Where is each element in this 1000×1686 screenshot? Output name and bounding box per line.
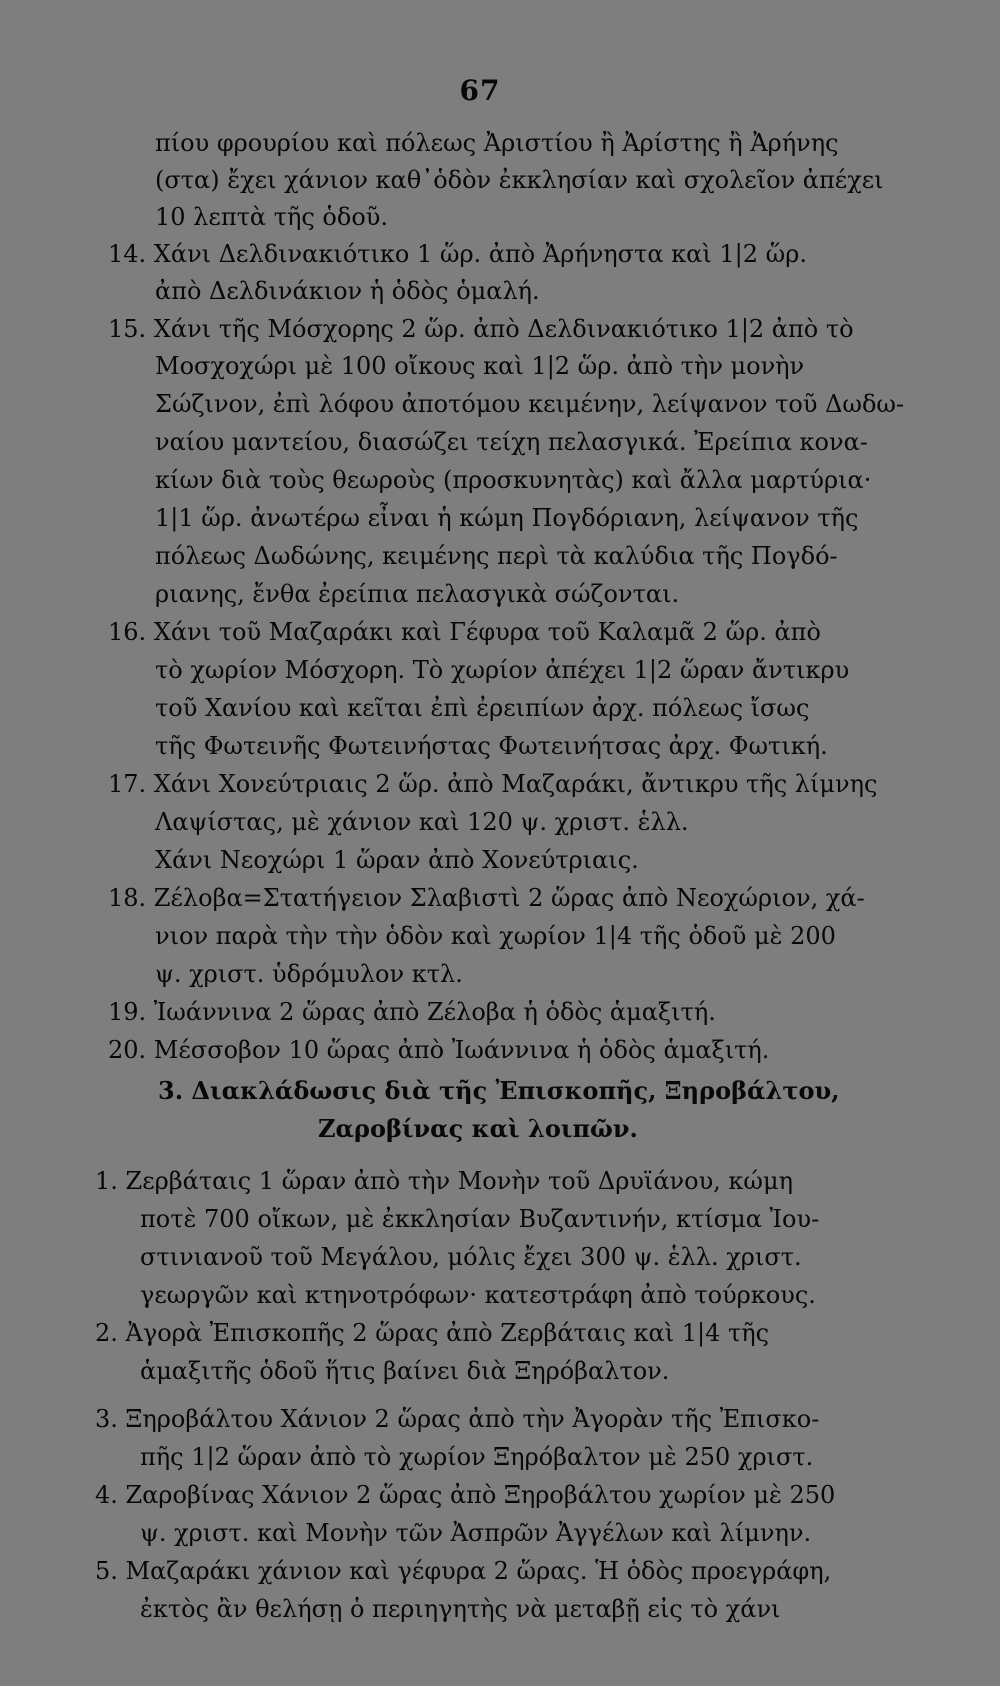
text-line: τοῦ Χανίου καὶ κεῖται ἐπὶ ἐρειπίων ἀρχ. πόλεως ἴσως [155,694,810,722]
page-number: 67 [459,74,501,107]
text-line: 1|1 ὥρ. ἀνωτέρω εἶναι ἡ κώμη Πογδόριανη, λείψανον τῆς [155,504,859,532]
text-line: ψ. χριστ. καὶ Μονὴν τῶν Ἀσπρῶν Ἀγγέλων καὶ λίμνην. [140,1519,812,1547]
entry-line-15: 15. Χάνι τῆς Μόσχορης 2 ὥρ. ἀπὸ Δελδινακιότικο 1|2 ἀπὸ τὸ [108,315,854,343]
entry-line-18: 18. Ζέλοβα=Στατήγειον Σλαβιστὶ 2 ὥρας ἀπὸ Νεοχώριον, χά- [108,884,865,912]
entry-line-5: 5. Μαζαράκι χάνιον καὶ γέφυρα 2 ὥρας. Ἡ ὁδὸς προεγράφη, [95,1557,832,1585]
entry-line-4: 4. Ζαροβίνας Χάνιον 2 ὥρας ἀπὸ Ξηροβάλτου χωρίον μὲ 250 [95,1481,836,1509]
text-line: τῆς Φωτεινῆς Φωτεινήστας Φωτεινήτσας ἀρχ. Φωτική. [155,732,828,760]
entry-line-14: 14. Χάνι Δελδινακιότικο 1 ὥρ. ἀπὸ Ἀρήνηστα καὶ 1|2 ὥρ. [108,240,807,268]
text-line: ποτὲ 700 οἴκων, μὲ ἐκκλησίαν Βυζαντινήν, κτίσμα Ἰου- [140,1205,820,1233]
section-heading-continued: Ζαροβίνας καὶ λοιπῶν. [318,1114,638,1143]
text-line: ψ. χριστ. ὑδρόμυλον κτλ. [155,960,463,988]
text-line: πῆς 1|2 ὥραν ἀπὸ τὸ χωρίον Ξηρόβαλτον μὲ 250 χριστ. [140,1443,814,1471]
entry-line-16: 16. Χάνι τοῦ Μαζαράκι καὶ Γέφυρα τοῦ Καλαμᾶ 2 ὥρ. ἀπὸ [108,618,821,646]
text-line: 10 λεπτὰ τῆς ὁδοῦ. [155,203,388,231]
entry-line-20: 20. Μέσσοβον 10 ὥρας ἀπὸ Ἰωάννινα ἡ ὁδὸς ἁμαξιτή. [108,1036,770,1064]
text-line: Μοσχοχώρι μὲ 100 οἴκους καὶ 1|2 ὥρ. ἀπὸ τὴν μονὴν [155,352,805,380]
text-line: πίου φρουρίου καὶ πόλεως Ἀριστίου ἢ Ἀρίστης ἢ Ἀρήνης [155,129,839,157]
text-line: νιον παρὰ τὴν τὴν ὁδὸν καὶ χωρίον 1|4 τῆς ὁδοῦ μὲ 200 [155,922,836,950]
section-heading: 3. Διακλάδωσις διὰ τῆς Ἐπισκοπῆς, Ξηροβάλτου, [158,1076,840,1105]
text-line: Λαψίστας, μὲ χάνιον καὶ 120 ψ. χριστ. ἑλλ. [155,808,689,836]
text-line: Σώζινον, ἐπὶ λόφου ἀποτόμου κειμένην, λείψανον τοῦ Δωδω- [155,390,905,418]
text-line: τὸ χωρίον Μόσχορη. Τὸ χωρίον ἀπέχει 1|2 ὥραν ἄντικρυ [155,656,850,684]
text-line: γεωργῶν καὶ κτηνοτρόφων· κατεστράφη ἀπὸ τούρκους. [140,1281,816,1309]
text-line: στινιανοῦ τοῦ Μεγάλου, μόλις ἔχει 300 ψ. ἑλλ. χριστ. [140,1243,802,1271]
entry-line-3: 3. Ξηροβάλτου Χάνιον 2 ὥρας ἀπὸ τὴν Ἀγορὰν τῆς Ἐπισκο- [95,1405,820,1433]
entry-line-2: 2. Ἀγορὰ Ἐπισκοπῆς 2 ὥρας ἀπὸ Ζερβάταις καὶ 1|4 τῆς [95,1319,770,1347]
text-line: (στα) ἔχει χάνιον καθ᾽ὁδὸν ἐκκλησίαν καὶ σχολεῖον ἀπέχει [155,166,884,194]
entry-line-17: 17. Χάνι Χονεύτριαις 2 ὥρ. ἀπὸ Μαζαράκι, ἄντικρυ τῆς λίμνης [108,770,878,798]
entry-line-19: 19. Ἰωάννινα 2 ὥρας ἀπὸ Ζέλοβα ἡ ὁδὸς ἁμαξιτή. [108,998,716,1026]
text-line: Χάνι Νεοχώρι 1 ὥραν ἀπὸ Χονεύτριαις. [155,846,639,874]
text-line: κίων διὰ τοὺς θεωροὺς (προσκυνητὰς) καὶ ἄλλα μαρτύρια· [155,466,872,494]
text-line: ριανης, ἔνθα ἐρείπια πελασγικὰ σώζονται. [155,580,680,608]
entry-line-1: 1. Ζερβάταις 1 ὥραν ἀπὸ τὴν Μονὴν τοῦ Δρυϊάνου, κώμη [95,1167,793,1195]
text-line: ἁμαξιτῆς ὁδοῦ ἥτις βαίνει διὰ Ξηρόβαλτον. [140,1357,670,1385]
text-line: ἐκτὸς ἂν θελήσῃ ὁ περιηγητὴς νὰ μεταβῇ εἰς τὸ χάνι [140,1595,781,1623]
text-line: ἀπὸ Δελδινάκιον ἡ ὁδὸς ὁμαλή. [155,277,540,305]
text-line: πόλεως Δωδώνης, κειμένης περὶ τὰ καλύδια τῆς Πογδό- [155,542,838,570]
text-line: ναίου μαντείου, διασώζει τείχη πελασγικά. Ἐρείπια κονα- [155,428,868,456]
